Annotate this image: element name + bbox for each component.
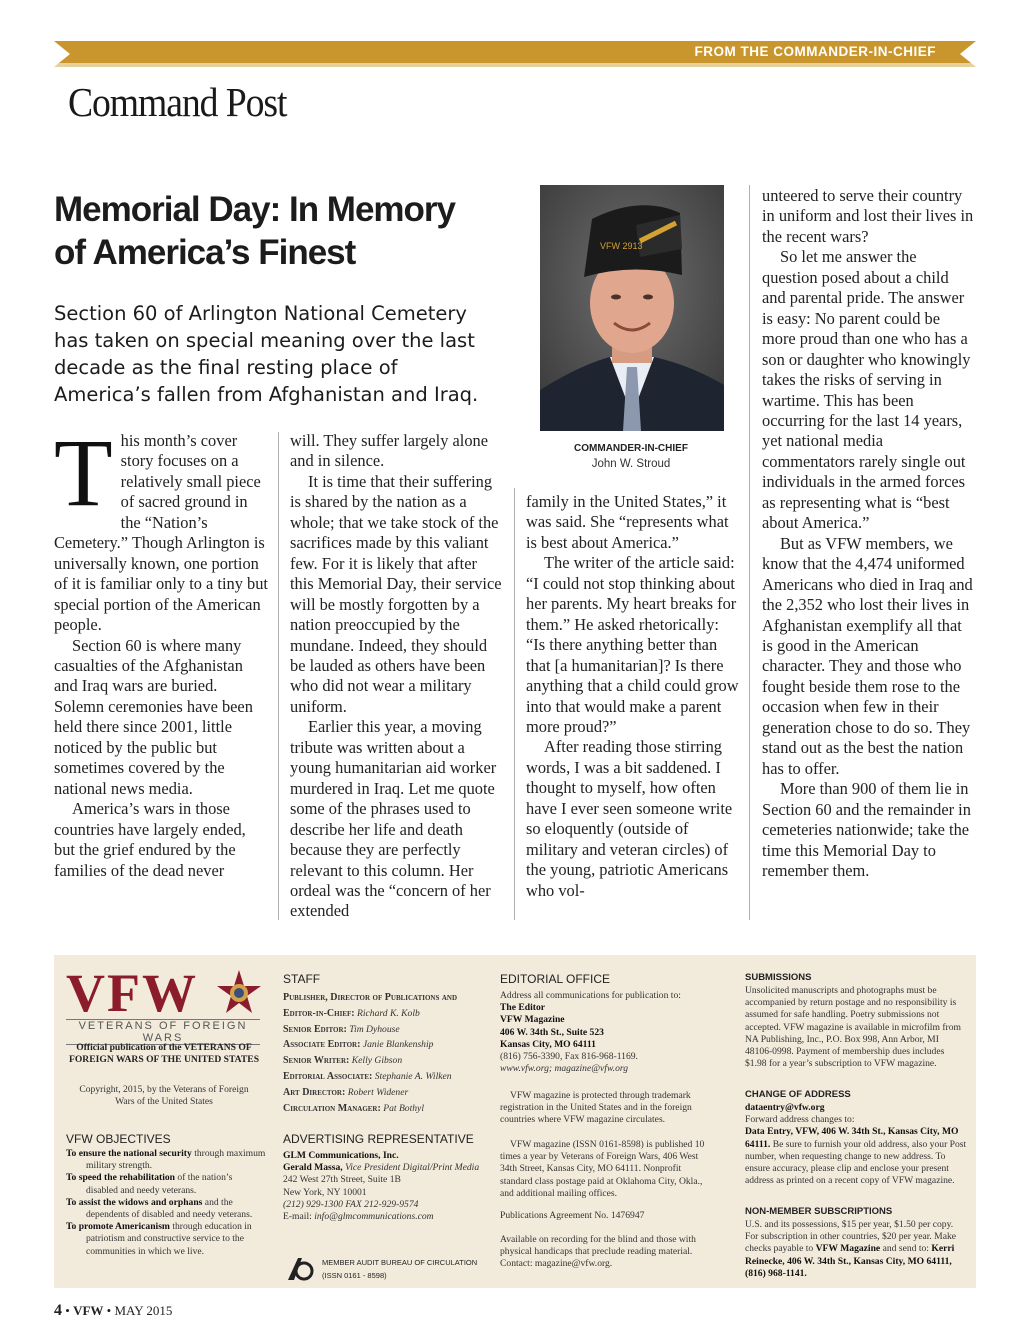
folio-date: MAY 2015 (114, 1303, 173, 1318)
section-kicker: FROM THE COMMANDER-IN-CHIEF (694, 44, 936, 59)
change-of-address-info: dataentry@vfw.org Forward address changes to: Data Entry, VFW, 406 W. 34th St., Kansas City, MO 64111. Be sure to furnish your old address, also your Post number, when requesting change to new address. To ensure accuracy, please clip and enclose your present address as printed on a recent copy of VFW magazine. (745, 1102, 967, 1187)
paragraph: family in the United States,” it was said. She “represents what is best about America.” (526, 492, 729, 552)
issn-note: VFW magazine (ISSN 0161-8598) is published 10 times a year by Veterans of Foreign Wars, 406 West 34th Street, Kansas City, MO 64111. Nonprofit standard class postage paid at Oklahoma City, Okla., and additional mailing offices. (500, 1139, 705, 1199)
staff-item: Publisher, Director of Publications and Editor-in-Chief: Richard K. Kolb (283, 992, 458, 1019)
article-column-3 (526, 492, 740, 901)
trademark-note: VFW magazine is protected through trademark registration in the United States and in the foreign countries where VFW magazine circulates. (500, 1090, 692, 1126)
submissions-text: Unsolicited manuscripts and photographs must be accompanied by return postage and no responsibility is assumed for safe handling. Poetry submissions not accepted. VFW magazine is available in microfilm from NA Publishing, Inc., P.O. Box 998, Ann Arbor, MI 48106-0998. Payment of membership dues includes $1.98 for a year’s subscription to VFW magazine. (745, 985, 961, 1070)
nonmember-title: NON-MEMBER SUBSCRIPTIONS (745, 1206, 893, 1217)
staff-item: Associate Editor: Janie Blankenship (283, 1039, 434, 1051)
paragraph: will. They suffer largely alone and in silence. (290, 431, 488, 471)
headline-line-1: Memorial Day: In Memory (54, 190, 455, 229)
objectives-title: VFW OBJECTIVES (66, 1132, 171, 1146)
paragraph: But as VFW members, we know that the 4,474 uniformed Americans who died in Iraq and the 2,352 who lost their lives in Afghanistan exemplify all that is good in the American character. They and those who fought beside them rose to the occasion when few in their generation chose to do so. They stand out as the best the nation has to offer. (762, 533, 973, 778)
portrait-image (540, 185, 724, 431)
article-dek: Section 60 of Arlington National Cemetery has taken on special meaning over the last decade as the final resting place of America’s fallen from Afghanistan and Iraq. (54, 302, 479, 406)
staff-item: Circulation Manager: Pat Bothyl (283, 1102, 424, 1114)
vfw-logo-subtitle: VETERANS OF FOREIGN WARS (66, 1019, 260, 1045)
objective-item: To ensure the national security through maximum military strength. (66, 1148, 266, 1172)
paragraph: It is time that their suffering is shared by the nation as a whole; that we take stock of the sacrifices made by this valiant few. For it is likely that after this Memorial Day, their service will be mostly forgotten by a nation preoccupied by the mundane. Indeed, they should be lauded as others have been who did not wear a military uniform. (290, 471, 502, 716)
paragraph: Section 60 is where many casualties of the Afghanistan and Iraq wars are buried. Solemn ceremonies have been held there since 2001, little noticed by the public but sometimes covered by the national news media. (54, 635, 253, 798)
paragraph: America’s wars in those countries have largely ended, but the grief endured by the families of the dead never (54, 799, 246, 880)
vfw-emblem-icon (214, 968, 264, 1018)
recording-note: Available on recording for the blind and those with physical handicaps that preclude reading material. Contact: magazine@vfw.org. (500, 1234, 696, 1270)
staff-title: STAFF (283, 972, 321, 986)
column-rule-3 (749, 185, 750, 920)
header-arrow-right-icon (960, 41, 976, 67)
paragraph: So let me answer the question posed about a child and parental pride. The answer is easy: No parent could be more proud than one who has a son or daughter who knowingly takes the risks of serving in wartime. This has been occurring for the last 14 years, yet national media commentators rarely single out individuals in the armed forces as representing what is “best about America.” (762, 247, 971, 533)
column-rule-1 (278, 432, 279, 920)
editorial-info: Address all communications for publication to: The Editor VFW Magazine 406 W. 34th St., Suite 523 Kansas City, MO 64111 (816) 756-3390, Fax 816-968-1169. www.vfw.org; magazine@vfw.org (500, 990, 681, 1075)
column-rule-2 (514, 488, 515, 920)
official-publication: Official publication of the VETERANS OF FOREIGN WARS OF THE UNITED STATES (68, 1042, 260, 1066)
page-folio: 4 • VFW • MAY 2015 (54, 1302, 173, 1319)
ad-rep-info: GLM Communications, Inc. Gerald Massa, Vice President Digital/Print Media 242 West 27th Street, Suite 1B New York, NY 10001 (212) 929-1300 FAX 212-929-9574 E-mail: info@glmcommunications.com (283, 1150, 480, 1223)
staff-item: Editorial Associate: Stephanie A. Wilken (283, 1070, 452, 1082)
objective-item: To speed the rehabilitation of the nation’s disabled and needy veterans. (66, 1172, 233, 1196)
paragraph: his month’s cover story focuses on a relatively small piece of sacred ground in the “Nation’s Cemetery.” Though Arlington is universally known, one portion of it is familiar only to a tiny but special portion of the American people. (54, 431, 268, 635)
article-column-2 (290, 431, 504, 922)
staff-item: Art Director: Robert Widener (283, 1086, 409, 1098)
copyright: Copyright, 2015, by the Veterans of Foreign Wars of the United States (79, 1084, 249, 1108)
issn-small: (ISSN 0161 - 8598) (322, 1271, 387, 1280)
header-band-underline (54, 63, 976, 67)
objective-item: To promote Americanism through education in patriotism and constructive service to the communities in which we live. (66, 1221, 252, 1257)
staff-item: Senior Writer: Kelly Gibson (283, 1055, 403, 1067)
article-column-4 (762, 186, 976, 881)
paragraph: unteered to serve their country in uniform and lost their lives in the recent wars? (762, 186, 974, 246)
cap-text: VFW 2913 (600, 241, 643, 251)
commander-photo (540, 185, 724, 431)
objective-item: To assist the widows and orphans and the dependents of disabled and needy veterans. (66, 1196, 253, 1221)
article-column-1 (54, 419, 268, 881)
folio-publication: VFW (73, 1303, 104, 1318)
change-of-address-title: CHANGE OF ADDRESS (745, 1089, 851, 1100)
headline-line-2: of America’s Finest (54, 233, 356, 272)
paragraph: The writer of the article said: “I could not stop thinking about her parents. My heart breaks for them.” He asked rhetorically: “Is there anything better than that [a humanitarian]? Is there anything that a child could grow into that would make a parent more proud?” (526, 553, 739, 736)
nonmember-info: U.S. and its possessions, $15 per year, $1.50 per copy. For subscription in other countries, $20 per year. Make checks payable to VFW Magazine and send to: Kerri Reinecke, 406 W. 34th St., Kansas City, MO 64111, (816) 968-1141. (745, 1219, 957, 1279)
photo-caption-title: COMMANDER-IN-CHIEF (574, 443, 688, 454)
submissions-title: SUBMISSIONS (745, 972, 812, 983)
drop-cap: T (54, 419, 113, 526)
staff-item: Senior Editor: Tim Dyhouse (283, 1023, 400, 1035)
article-headline (54, 188, 504, 274)
page-number: 4 (54, 1302, 62, 1319)
paragraph: After reading those stirring words, I was a bit saddened. I thought to myself, how often have I ever seen someone write so eloquently (outside of military and veteran circles) of the young, patriotic Americans who vol- (526, 737, 733, 900)
publications-agreement: Publications Agreement No. 1476947 (500, 1210, 645, 1221)
ad-rep-title: ADVERTISING REPRESENTATIVE (283, 1132, 474, 1146)
editorial-title: EDITORIAL OFFICE (500, 972, 611, 986)
paragraph: Earlier this year, a moving tribute was written about a young humanitarian aid worker murdered in Iraq. Let me quote some of the phrases used to describe her life and death because they are perfectly relevant to this column. Her ordeal was the “concern of her extended (290, 717, 497, 921)
audit-bureau-text: MEMBER AUDIT BUREAU OF CIRCULATION (322, 1258, 478, 1267)
audit-bureau-icon (284, 1256, 314, 1282)
header-arrow-left-icon (54, 41, 70, 67)
section-title: Command Post (68, 79, 287, 125)
vfw-logo: VFW (66, 963, 198, 1023)
staff-list (283, 990, 483, 1116)
paragraph: More than 900 of them lie in Section 60 and the remainder in cemeteries nationwide; take the time this Memorial Day to remember them. (762, 779, 971, 880)
objectives-list (66, 1148, 266, 1258)
photo-caption-name: John W. Stroud (591, 458, 671, 470)
